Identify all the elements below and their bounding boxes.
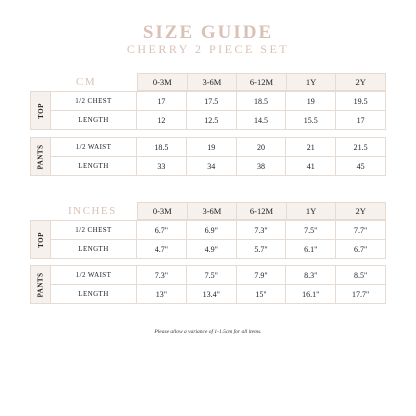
- group-side-label: PANTS: [31, 266, 51, 303]
- value-cell: 4.7": [137, 240, 187, 258]
- value-cell: 33: [137, 157, 187, 175]
- value-cell: 7.9": [237, 266, 287, 284]
- table-row: [51, 138, 385, 157]
- value-cell: 18.5: [237, 92, 287, 110]
- value-cell: 34: [187, 157, 237, 175]
- measurement-label: 1/2 WAIST: [51, 266, 137, 284]
- group-side-label: TOP: [31, 92, 51, 129]
- inches-size-header: [137, 202, 386, 220]
- size-header-cell: 2Y: [355, 206, 366, 216]
- value-cell: 45: [356, 161, 365, 171]
- size-header-cell: 3-6M: [188, 203, 238, 219]
- measurement-label: 1/2 CHEST: [51, 221, 137, 239]
- value-cell: 17.7": [351, 289, 370, 299]
- size-header-cell: 6-12M: [237, 203, 287, 219]
- inches-pants-table: [30, 265, 386, 304]
- value-cell: 17: [137, 92, 187, 110]
- value-cell: 5.7": [237, 240, 287, 258]
- value-cell: 15": [237, 285, 287, 303]
- value-cell: 8.3": [286, 266, 336, 284]
- measurement-label: LENGTH: [51, 285, 137, 303]
- value-cell: 17.5: [187, 92, 237, 110]
- value-cell: 4.9": [187, 240, 237, 258]
- value-cell: 6.1": [286, 240, 336, 258]
- measurement-label: 1/2 WAIST: [51, 138, 137, 156]
- value-cell: 7.5": [286, 221, 336, 239]
- size-header-cell: 0-3M: [138, 74, 188, 90]
- table-row: [51, 92, 385, 111]
- group-side-label: TOP: [31, 221, 51, 258]
- value-cell: 7.7": [353, 225, 368, 235]
- table-row: [51, 111, 385, 129]
- inches-top-table: [30, 220, 386, 259]
- table-row: [51, 240, 385, 258]
- table-row: [51, 285, 385, 303]
- value-cell: 6.7": [353, 244, 368, 254]
- cm-unit-label: CM: [76, 76, 97, 88]
- table-row: [51, 221, 385, 240]
- value-cell: 38: [237, 157, 287, 175]
- value-cell: 6.7": [137, 221, 187, 239]
- size-header-cell: 0-3M: [138, 203, 188, 219]
- value-cell: 7.5": [187, 266, 237, 284]
- value-cell: 21.5: [353, 142, 368, 152]
- value-cell: 13.4": [187, 285, 237, 303]
- value-cell: 18.5: [137, 138, 187, 156]
- value-cell: 12.5: [187, 111, 237, 129]
- measurement-label: LENGTH: [51, 240, 137, 258]
- variance-note: Please allow a variance of 1-1.5cm for all items.: [154, 329, 262, 335]
- value-cell: 16.1": [286, 285, 336, 303]
- value-cell: 7.3": [237, 221, 287, 239]
- value-cell: 19.5: [353, 96, 368, 106]
- value-cell: 19: [187, 138, 237, 156]
- measurement-label: LENGTH: [51, 157, 137, 175]
- group-side-label: PANTS: [31, 138, 51, 175]
- inches-unit-label: INCHES: [68, 205, 117, 217]
- value-cell: 8.5": [353, 270, 368, 280]
- cm-top-table: [30, 91, 386, 130]
- cm-pants-table: [30, 137, 386, 176]
- value-cell: 20: [237, 138, 287, 156]
- value-cell: 41: [286, 157, 336, 175]
- size-header-cell: 6-12M: [237, 74, 287, 90]
- value-cell: 17: [356, 115, 365, 125]
- table-row: [51, 266, 385, 285]
- value-cell: 19: [286, 92, 336, 110]
- value-cell: 13": [137, 285, 187, 303]
- size-header-cell: 2Y: [355, 77, 366, 87]
- page-subtitle: CHERRY 2 PIECE SET: [126, 42, 290, 56]
- value-cell: 21: [286, 138, 336, 156]
- value-cell: 6.9": [187, 221, 237, 239]
- page-title: SIZE GUIDE: [142, 22, 274, 43]
- value-cell: 7.3": [137, 266, 187, 284]
- value-cell: 12: [137, 111, 187, 129]
- size-header-cell: 3-6M: [188, 74, 238, 90]
- size-header-cell: 1Y: [287, 74, 337, 90]
- measurement-label: 1/2 CHEST: [51, 92, 137, 110]
- cm-size-header: [137, 73, 386, 91]
- value-cell: 15.5: [286, 111, 336, 129]
- size-header-cell: 1Y: [287, 203, 337, 219]
- measurement-label: LENGTH: [51, 111, 137, 129]
- value-cell: 14.5: [237, 111, 287, 129]
- table-row: [51, 157, 385, 175]
